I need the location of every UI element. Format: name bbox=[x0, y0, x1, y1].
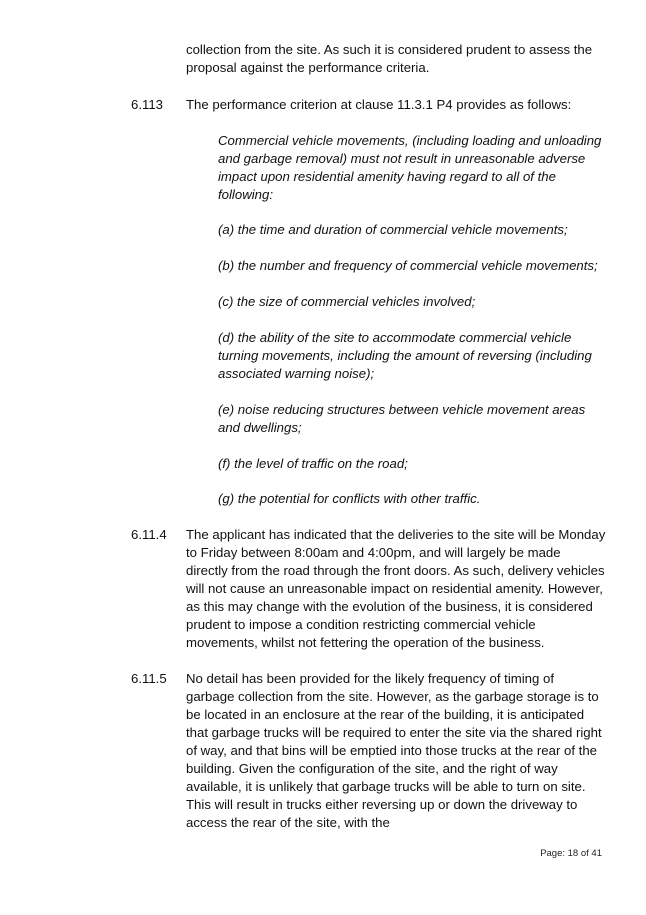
quote-item-e: (e) noise reducing structures between vehicle movement areas and dwellings; bbox=[218, 402, 586, 435]
page-number: Page: 18 of 41 bbox=[540, 848, 602, 859]
section-text: The applicant has indicated that the deliveries to the site will be Monday to Friday between 8:00am and 4:00pm, and will largely be made directly from the road through the front doors. As such, delivery vehicles will not cause an unreasonable impact on residential amenity. However, as this may change with the evolution of the business, it is considered prudent to impose a condition restricting commercial vehicle movements, whilst not fettering the operation of the business. bbox=[186, 527, 606, 650]
section-number: 6.11.5 bbox=[131, 671, 167, 686]
quote-item-d: (d) the ability of the site to accommodate commercial vehicle turning movements, including the amount of reversing (including associated warning noise); bbox=[218, 330, 592, 381]
quote-item-f: (f) the level of traffic on the road; bbox=[218, 456, 408, 471]
quote-item-g: (g) the potential for conflicts with other traffic. bbox=[218, 491, 481, 506]
section-number: 6.11.4 bbox=[131, 527, 167, 542]
continued-paragraph: collection from the site. As such it is considered prudent to assess the proposal against the performance criteria. bbox=[186, 42, 593, 75]
quote-item-c: (c) the size of commercial vehicles involved; bbox=[218, 294, 476, 309]
section-text: No detail has been provided for the likely frequency of timing of garbage collection from the site. However, as the garbage storage is to be located in an enclosure at the rear of the building, it is anticipated that garbage trucks will be required to enter the site via the shared right of way, and that bins will be emptied into those trucks at the rear of the building. Given the configuration of the site, and the right of way available, it is unlikely that garbage trucks will be able to turn on site. This will result in trucks either reversing up or down the driveway to access the rear of the site, with the bbox=[186, 671, 602, 830]
section-number: 6.113 bbox=[131, 97, 164, 112]
quote-item-a: (a) the time and duration of commercial vehicle movements; bbox=[218, 222, 568, 237]
quote-item-b: (b) the number and frequency of commercial vehicle movements; bbox=[218, 258, 598, 273]
quote-intro: Commercial vehicle movements, (including loading and unloading and garbage removal) must not result in unreasonable adverse impact upon residential amenity having regard to all of the following: bbox=[218, 133, 602, 202]
section-text: The performance criterion at clause 11.3.1 P4 provides as follows: bbox=[186, 97, 572, 112]
